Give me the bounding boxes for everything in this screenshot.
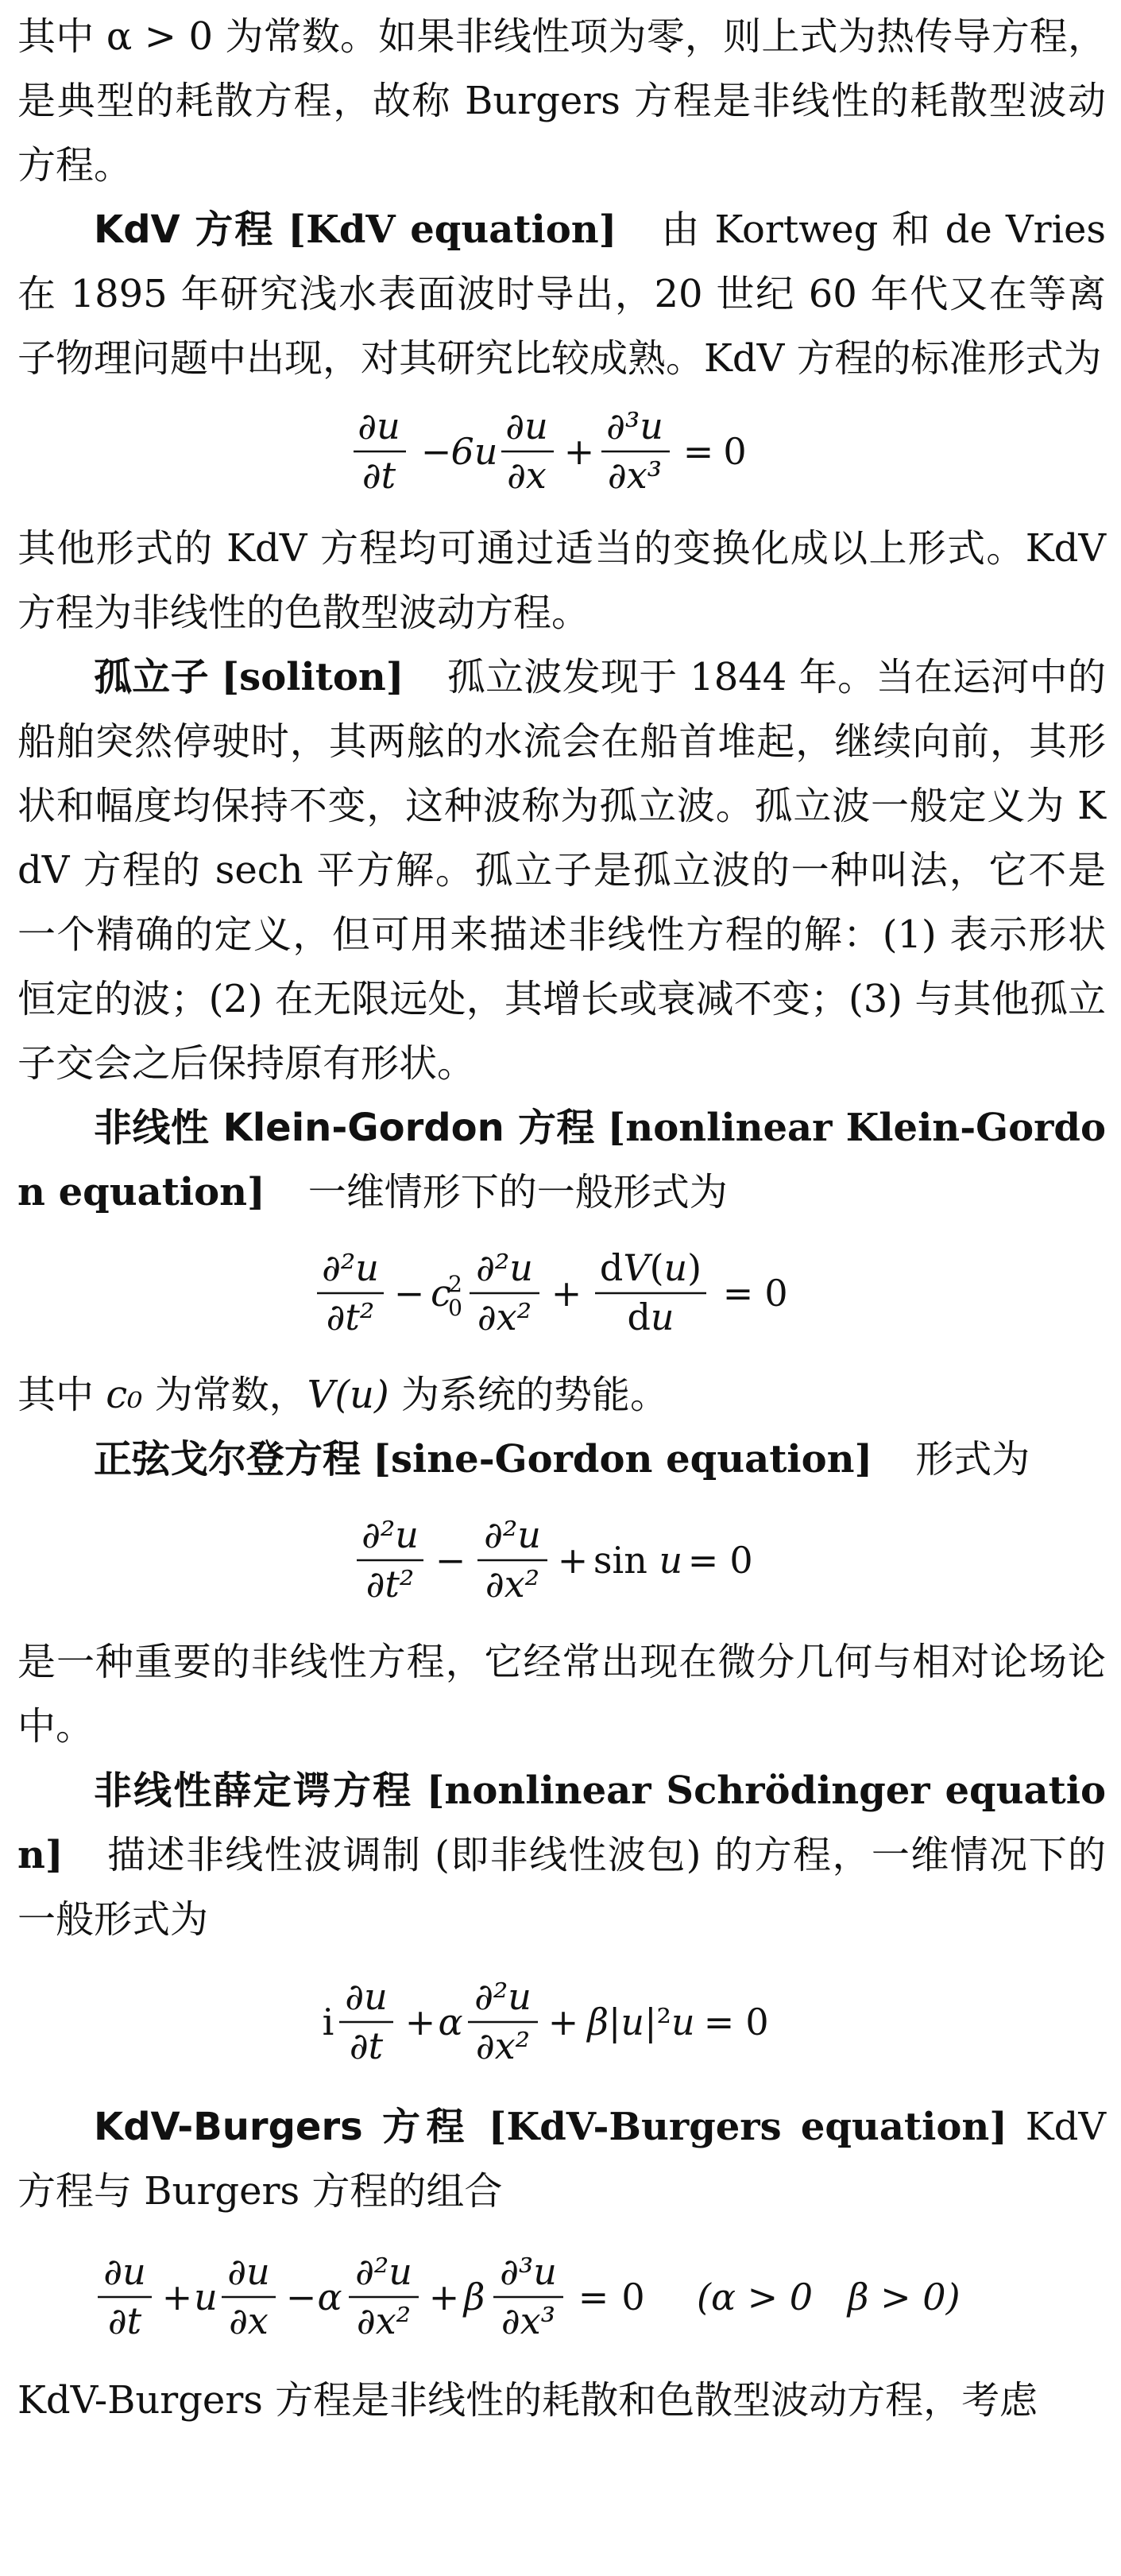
svg-text:∂u: ∂u — [358, 405, 400, 447]
svg-text:∂²u: ∂²u — [474, 1976, 532, 2018]
klein-gordon-after-prefix: 其中 — [17, 1373, 106, 1417]
klein-gordon-equation — [17, 1225, 1106, 1363]
soliton-heading-en: [soliton] — [221, 655, 404, 699]
svg-text:∂x³: ∂x³ — [607, 454, 663, 497]
svg-text:∂²u: ∂²u — [322, 1247, 379, 1289]
svg-text:∂²u: ∂²u — [476, 1247, 533, 1289]
sine-gordon-equation — [17, 1492, 1106, 1630]
schrodinger-entry — [17, 1759, 1106, 1952]
svg-text:sin u: sin u — [593, 1539, 683, 1582]
klein-gordon-c0: c₀ — [106, 1373, 143, 1417]
svg-text:=: = — [703, 2001, 735, 2043]
svg-text:=: = — [687, 1539, 719, 1582]
klein-gordon-after-text — [17, 1363, 1106, 1427]
document-page — [17, 5, 1106, 2433]
svg-text:∂x³: ∂x³ — [501, 2299, 556, 2342]
soliton-heading-cn: 孤立子 — [94, 655, 209, 699]
svg-text:∂x: ∂x — [229, 2299, 269, 2342]
klein-gordon-description: 一维情形下的一般形式为 — [307, 1170, 728, 1214]
svg-text:=: = — [682, 430, 714, 473]
svg-text:−: − — [285, 2276, 317, 2318]
svg-text:0: 0 — [729, 1539, 753, 1582]
svg-text:−: − — [393, 1272, 425, 1315]
svg-text:=: = — [578, 2276, 609, 2318]
kdv-equation — [17, 391, 1106, 517]
svg-text:∂²u: ∂²u — [484, 1514, 541, 1556]
kdv-coefficient: 6u — [450, 430, 498, 473]
klein-gordon-V: V(u) — [307, 1373, 389, 1417]
svg-text:β: β — [463, 2276, 485, 2318]
kdv-burgers-heading-cn: KdV-Burgers 方程 — [94, 2105, 470, 2149]
svg-text:∂x²: ∂x² — [475, 2024, 531, 2067]
svg-text:+: + — [563, 430, 595, 473]
svg-text:0: 0 — [764, 1272, 788, 1315]
svg-text:0: 0 — [621, 2276, 645, 2318]
kdv-burgers-entry — [17, 2095, 1106, 2224]
svg-text:∂t²: ∂t² — [365, 1563, 415, 1606]
kdv-burgers-condition: (α > 0 β > 0) — [697, 2276, 961, 2318]
svg-text:2: 2 — [448, 1271, 462, 1297]
svg-text:∂t: ∂t — [361, 454, 396, 497]
svg-text:∂x: ∂x — [507, 454, 547, 497]
kdv-after-text: 其他形式的 KdV 方程均可通过适当的变换化成以上形式。KdV 方程为非线性的色散型波动方程。 — [17, 526, 1106, 635]
svg-text:u: u — [194, 2276, 218, 2318]
svg-text:∂²u: ∂²u — [355, 2251, 412, 2293]
sine-gordon-description: 形式为 — [915, 1437, 1030, 1482]
sine-gordon-after-text: 是一种重要的非线性方程，它经常出现在微分几何与相对论场论中。 — [17, 1640, 1106, 1749]
svg-text:c: c — [431, 1272, 451, 1315]
svg-text:+: + — [551, 1272, 582, 1315]
svg-text:∂²u: ∂²u — [361, 1514, 419, 1556]
svg-text:∂u: ∂u — [345, 1976, 388, 2018]
svg-text:+: + — [428, 2276, 460, 2318]
schrodinger-description: 描述非线性波调制 (即非线性波包) 的方程，一维情况下的一般形式为 — [17, 1833, 1106, 1942]
kdv-heading-cn: KdV 方程 — [94, 207, 275, 252]
svg-text:∂t²: ∂t² — [326, 1296, 375, 1338]
svg-text:0: 0 — [745, 2001, 769, 2043]
svg-text:+: + — [404, 2001, 436, 2043]
klein-gordon-heading-cn: 非线性 Klein-Gordon 方程 — [94, 1106, 595, 1150]
svg-text:i: i — [322, 2001, 334, 2043]
svg-text:du: du — [627, 1296, 675, 1338]
svg-text:−: − — [435, 1539, 466, 1582]
svg-text:∂x²: ∂x² — [356, 2299, 412, 2342]
klein-gordon-after-suffix: 为系统的势能。 — [388, 1373, 668, 1417]
klein-gordon-heading-en: [nonlinear Klein-Gordon equation] — [17, 1106, 1106, 1214]
svg-text:+: + — [161, 2276, 193, 2318]
svg-text:α: α — [317, 2276, 342, 2318]
sine-gordon-heading-cn: 正弦戈尔登方程 — [94, 1437, 361, 1482]
svg-text:0: 0 — [723, 430, 747, 473]
svg-text:=: = — [722, 1272, 754, 1315]
intro-paragraph: 其中 α > 0 为常数。如果非线性项为零，则上式为热传导方程，是典型的耗散方程，故称 Burgers 方程是非线性的耗散型波动方程。 — [17, 14, 1106, 188]
svg-text:dV(u): dV(u) — [599, 1247, 702, 1289]
svg-text:+: + — [547, 2001, 579, 2043]
svg-text:α: α — [438, 2001, 463, 2043]
svg-text:∂u: ∂u — [103, 2251, 146, 2293]
svg-text:−: − — [420, 430, 452, 473]
svg-text:β|u|²u: β|u|²u — [587, 2001, 695, 2043]
svg-text:∂u: ∂u — [227, 2251, 270, 2293]
schrodinger-heading-cn: 非线性薛定谔方程 — [94, 1768, 413, 1813]
kdv-heading-en: [KdV equation] — [288, 207, 617, 252]
svg-text:∂u: ∂u — [505, 405, 548, 447]
schrodinger-equation — [17, 1952, 1106, 2095]
svg-text:∂t: ∂t — [107, 2299, 142, 2342]
sine-gordon-heading-en: [sine-Gordon equation] — [373, 1437, 873, 1482]
svg-text:∂x²: ∂x² — [477, 1296, 532, 1338]
schrodinger-heading-en: [nonlinear Schrödinger equation] — [17, 1768, 1106, 1877]
svg-text:∂³u: ∂³u — [500, 2251, 557, 2293]
svg-text:+: + — [557, 1539, 589, 1582]
kdv-entry — [17, 198, 1106, 391]
soliton-entry — [17, 645, 1106, 1096]
kdv-description: 由 Kortweg 和 de Vries 在 1895 年研究浅水表面波时导出，20 世纪 60 年代又在等离子物理问题中出现，对其研究比较成熟。KdV 方程的标准形式为 — [17, 207, 1106, 381]
soliton-description: 孤立波发现于 1844 年。当在运河中的船舶突然停驶时，其两舷的水流会在船首堆起，继续向前，其形状和幅度均保持不变，这种波称为孤立波。孤立波一般定义为 KdV 方程的 sech 平方解。孤立子是孤立波的一种叫法，它不是一个精确的定义，但可用来描述非线性方程的解：(1) 表示形状恒定的波；(2) 在无限远处，其增长或衰减不变；(3) 与其他孤立子交会之后保持原有形状。 — [17, 655, 1106, 1086]
klein-gordon-after-mid: 为常数， — [142, 1373, 307, 1417]
kdv-burgers-heading-en: [KdV-Burgers equation] — [488, 2105, 1007, 2149]
svg-text:∂t: ∂t — [349, 2024, 384, 2067]
kdv-burgers-after-text: KdV-Burgers 方程是非线性的耗散和色散型波动方程，考虑 — [17, 2378, 1038, 2423]
svg-text:∂x²: ∂x² — [485, 1563, 540, 1606]
svg-text:∂³u: ∂³u — [606, 405, 663, 447]
kdv-burgers-equation — [17, 2224, 1106, 2369]
sine-gordon-entry — [17, 1427, 1106, 1492]
svg-text:0: 0 — [448, 1295, 462, 1321]
kdv-burgers-description: KdV 方程与 Burgers 方程的组合 — [17, 2105, 1106, 2214]
klein-gordon-entry — [17, 1096, 1106, 1225]
